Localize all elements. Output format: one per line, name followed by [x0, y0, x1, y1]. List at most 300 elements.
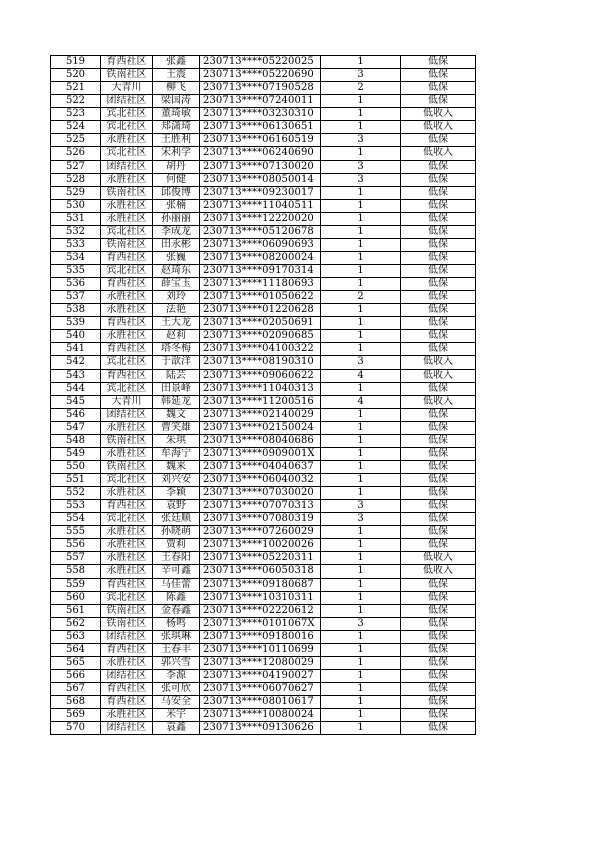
community-cell: 宾北社区: [101, 513, 153, 526]
name-cell: 张鑫: [153, 56, 200, 69]
community-cell: 永胜社区: [101, 565, 153, 578]
household-count-cell: 1: [321, 238, 401, 251]
table-row: [51, 709, 476, 722]
name-cell: 贾莉: [153, 539, 200, 552]
row-number-cell: 545: [51, 395, 101, 408]
table-row: [51, 251, 476, 264]
assistance-type-cell: 低保: [401, 330, 476, 343]
community-cell: 大青川: [101, 82, 153, 95]
id-number-cell: 230713****07130020: [200, 160, 321, 173]
table-row: [51, 696, 476, 709]
household-count-cell: 1: [321, 343, 401, 356]
assistance-type-cell: 低保: [401, 643, 476, 656]
household-count-cell: 3: [321, 160, 401, 173]
community-cell: 铁南社区: [101, 238, 153, 251]
id-number-cell: 230713****05220311: [200, 552, 321, 565]
household-count-cell: 1: [321, 108, 401, 121]
assistance-type-cell: 低保: [401, 487, 476, 500]
table-row: [51, 447, 476, 460]
id-number-cell: 230713****06160519: [200, 134, 321, 147]
id-number-cell: 230713****05120678: [200, 225, 321, 238]
name-cell: 梁国涛: [153, 95, 200, 108]
assistance-type-cell: 低保: [401, 578, 476, 591]
table-row: [51, 460, 476, 473]
table-row: [51, 552, 476, 565]
id-number-cell: 230713****02150024: [200, 421, 321, 434]
row-number-cell: 527: [51, 160, 101, 173]
row-number-cell: 551: [51, 474, 101, 487]
name-cell: 法艳: [153, 304, 200, 317]
assistance-type-cell: 低收入: [401, 108, 476, 121]
assistance-type-cell: 低收入: [401, 395, 476, 408]
id-number-cell: 230713****06050318: [200, 565, 321, 578]
row-number-cell: 564: [51, 643, 101, 656]
row-number-cell: 570: [51, 722, 101, 735]
household-count-cell: 3: [321, 617, 401, 630]
assistance-type-cell: 低保: [401, 656, 476, 669]
assistance-type-cell: 低保: [401, 421, 476, 434]
table-row: [51, 238, 476, 251]
name-cell: 刘兴安: [153, 474, 200, 487]
household-count-cell: 1: [321, 696, 401, 709]
household-count-cell: 1: [321, 421, 401, 434]
name-cell: 王震: [153, 69, 200, 82]
community-cell: 铁南社区: [101, 434, 153, 447]
household-count-cell: 1: [321, 487, 401, 500]
household-count-cell: 1: [321, 591, 401, 604]
assistance-type-cell: 低收入: [401, 121, 476, 134]
assistance-type-cell: 低保: [401, 539, 476, 552]
row-number-cell: 530: [51, 199, 101, 212]
assistance-type-cell: 低保: [401, 722, 476, 735]
id-number-cell: 230713****09180016: [200, 630, 321, 643]
community-cell: 团结社区: [101, 95, 153, 108]
name-cell: 柳飞: [153, 82, 200, 95]
household-count-cell: 1: [321, 669, 401, 682]
name-cell: 米宇: [153, 709, 200, 722]
row-number-cell: 543: [51, 369, 101, 382]
assistance-type-cell: 低保: [401, 669, 476, 682]
community-cell: 育西社区: [101, 343, 153, 356]
name-cell: 陆芸: [153, 369, 200, 382]
id-number-cell: 230713****07070313: [200, 500, 321, 513]
assistance-type-cell: 低保: [401, 278, 476, 291]
row-number-cell: 552: [51, 487, 101, 500]
name-cell: 张琪琳: [153, 630, 200, 643]
id-number-cell: 230713****10080024: [200, 709, 321, 722]
id-number-cell: 230713****02090685: [200, 330, 321, 343]
row-number-cell: 525: [51, 134, 101, 147]
id-number-cell: 230713****09170314: [200, 265, 321, 278]
assistance-type-cell: 低保: [401, 382, 476, 395]
name-cell: 赵琦东: [153, 265, 200, 278]
name-cell: 王春丰: [153, 643, 200, 656]
table-body: [51, 56, 476, 735]
id-number-cell: 230713****12220020: [200, 212, 321, 225]
household-count-cell: 3: [321, 69, 401, 82]
household-count-cell: 1: [321, 408, 401, 421]
row-number-cell: 558: [51, 565, 101, 578]
id-number-cell: 230713****08040686: [200, 434, 321, 447]
household-count-cell: 3: [321, 356, 401, 369]
name-cell: 田景峰: [153, 382, 200, 395]
community-cell: 育西社区: [101, 317, 153, 330]
assistance-type-cell: 低保: [401, 500, 476, 513]
id-number-cell: 230713****11040313: [200, 382, 321, 395]
community-cell: 铁南社区: [101, 617, 153, 630]
id-number-cell: 230713****01220628: [200, 304, 321, 317]
table-row: [51, 722, 476, 735]
row-number-cell: 540: [51, 330, 101, 343]
id-number-cell: 230713****10310311: [200, 591, 321, 604]
community-cell: 团结社区: [101, 160, 153, 173]
name-cell: 田永彬: [153, 238, 200, 251]
row-number-cell: 520: [51, 69, 101, 82]
household-count-cell: 4: [321, 369, 401, 382]
table-row: [51, 95, 476, 108]
name-cell: 辛可鑫: [153, 565, 200, 578]
table-row: [51, 683, 476, 696]
community-cell: 宾北社区: [101, 591, 153, 604]
table-row: [51, 265, 476, 278]
name-cell: 赵莉: [153, 330, 200, 343]
name-cell: 董琦敏: [153, 108, 200, 121]
community-cell: 铁南社区: [101, 460, 153, 473]
table-row: [51, 487, 476, 500]
row-number-cell: 544: [51, 382, 101, 395]
row-number-cell: 550: [51, 460, 101, 473]
household-count-cell: 1: [321, 265, 401, 278]
assistance-type-cell: 低保: [401, 696, 476, 709]
table-row: [51, 69, 476, 82]
table-row: [51, 434, 476, 447]
assistance-type-cell: 低保: [401, 513, 476, 526]
table-row: [51, 656, 476, 669]
community-cell: 永胜社区: [101, 487, 153, 500]
id-number-cell: 230713****0909001X: [200, 447, 321, 460]
table-row: [51, 395, 476, 408]
id-number-cell: 230713****07190528: [200, 82, 321, 95]
assistance-type-cell: 低保: [401, 434, 476, 447]
assistance-type-cell: 低保: [401, 69, 476, 82]
household-count-cell: 3: [321, 173, 401, 186]
id-number-cell: 230713****05220025: [200, 56, 321, 69]
table-row: [51, 500, 476, 513]
table-row: [51, 304, 476, 317]
id-number-cell: 230713****10110699: [200, 643, 321, 656]
assistance-type-cell: 低保: [401, 408, 476, 421]
name-cell: 魏文: [153, 408, 200, 421]
id-number-cell: 230713****06040032: [200, 474, 321, 487]
id-number-cell: 230713****08200024: [200, 251, 321, 264]
assistance-type-cell: 低收入: [401, 552, 476, 565]
community-cell: 永胜社区: [101, 526, 153, 539]
id-number-cell: 230713****02050691: [200, 317, 321, 330]
table-row: [51, 513, 476, 526]
id-number-cell: 230713****06090693: [200, 238, 321, 251]
name-cell: 马佳蕾: [153, 578, 200, 591]
assistance-type-cell: 低保: [401, 304, 476, 317]
household-count-cell: 1: [321, 447, 401, 460]
id-number-cell: 230713****09060622: [200, 369, 321, 382]
row-number-cell: 563: [51, 630, 101, 643]
name-cell: 宋利学: [153, 147, 200, 160]
table-row: [51, 121, 476, 134]
row-number-cell: 567: [51, 683, 101, 696]
assistance-type-cell: 低收入: [401, 565, 476, 578]
household-count-cell: 1: [321, 212, 401, 225]
row-number-cell: 546: [51, 408, 101, 421]
household-count-cell: 2: [321, 291, 401, 304]
community-cell: 团结社区: [101, 408, 153, 421]
name-cell: 张可欣: [153, 683, 200, 696]
row-number-cell: 565: [51, 656, 101, 669]
name-cell: 朱琪: [153, 434, 200, 447]
row-number-cell: 560: [51, 591, 101, 604]
community-cell: 宾北社区: [101, 121, 153, 134]
row-number-cell: 559: [51, 578, 101, 591]
household-count-cell: 1: [321, 278, 401, 291]
community-cell: 大青川: [101, 395, 153, 408]
household-count-cell: 1: [321, 95, 401, 108]
household-count-cell: 1: [321, 709, 401, 722]
assistance-type-cell: 低保: [401, 291, 476, 304]
household-count-cell: 1: [321, 317, 401, 330]
community-cell: 育西社区: [101, 683, 153, 696]
household-count-cell: 1: [321, 643, 401, 656]
table-row: [51, 186, 476, 199]
name-cell: 邱俊博: [153, 186, 200, 199]
id-number-cell: 230713****09130626: [200, 722, 321, 735]
assistance-type-cell: 低保: [401, 95, 476, 108]
assistance-type-cell: 低保: [401, 604, 476, 617]
assistance-type-cell: 低保: [401, 683, 476, 696]
table-row: [51, 604, 476, 617]
table-row: [51, 343, 476, 356]
row-number-cell: 532: [51, 225, 101, 238]
household-count-cell: 1: [321, 539, 401, 552]
table-row: [51, 565, 476, 578]
id-number-cell: 230713****08190310: [200, 356, 321, 369]
community-cell: 团结社区: [101, 669, 153, 682]
name-cell: 孙晓萌: [153, 526, 200, 539]
table-row: [51, 147, 476, 160]
row-number-cell: 519: [51, 56, 101, 69]
table-row: [51, 317, 476, 330]
community-cell: 育西社区: [101, 643, 153, 656]
household-count-cell: 1: [321, 526, 401, 539]
table-row: [51, 669, 476, 682]
household-count-cell: 1: [321, 382, 401, 395]
assistance-type-cell: 低保: [401, 225, 476, 238]
household-count-cell: 1: [321, 56, 401, 69]
row-number-cell: 537: [51, 291, 101, 304]
table-row: [51, 578, 476, 591]
community-cell: 永胜社区: [101, 134, 153, 147]
name-cell: 金春鑫: [153, 604, 200, 617]
assistance-type-cell: 低保: [401, 617, 476, 630]
table-row: [51, 291, 476, 304]
household-count-cell: 2: [321, 82, 401, 95]
name-cell: 郭兴雪: [153, 656, 200, 669]
household-count-cell: 4: [321, 395, 401, 408]
assistance-type-cell: 低收入: [401, 147, 476, 160]
assistance-type-cell: 低保: [401, 212, 476, 225]
assistance-type-cell: 低保: [401, 474, 476, 487]
household-count-cell: 3: [321, 513, 401, 526]
name-cell: 韩延龙: [153, 395, 200, 408]
row-number-cell: 522: [51, 95, 101, 108]
id-number-cell: 230713****05220690: [200, 69, 321, 82]
name-cell: 郑潇琦: [153, 121, 200, 134]
row-number-cell: 556: [51, 539, 101, 552]
community-cell: 育西社区: [101, 56, 153, 69]
community-cell: 永胜社区: [101, 173, 153, 186]
row-number-cell: 521: [51, 82, 101, 95]
name-cell: 李颖: [153, 487, 200, 500]
household-count-cell: 1: [321, 474, 401, 487]
community-cell: 育西社区: [101, 369, 153, 382]
table-row: [51, 160, 476, 173]
assistance-type-cell: 低保: [401, 186, 476, 199]
assistance-type-cell: 低收入: [401, 369, 476, 382]
community-cell: 永胜社区: [101, 304, 153, 317]
name-cell: 张楠: [153, 199, 200, 212]
name-cell: 王大龙: [153, 317, 200, 330]
table-row: [51, 108, 476, 121]
row-number-cell: 523: [51, 108, 101, 121]
name-cell: 王胜利: [153, 134, 200, 147]
row-number-cell: 555: [51, 526, 101, 539]
assistance-type-cell: 低收入: [401, 356, 476, 369]
id-number-cell: 230713****04100322: [200, 343, 321, 356]
assistance-type-cell: 低保: [401, 199, 476, 212]
household-count-cell: 1: [321, 656, 401, 669]
community-cell: 育西社区: [101, 696, 153, 709]
name-cell: 王春阳: [153, 552, 200, 565]
row-number-cell: 524: [51, 121, 101, 134]
assistance-type-cell: 低保: [401, 173, 476, 186]
row-number-cell: 561: [51, 604, 101, 617]
row-number-cell: 534: [51, 251, 101, 264]
community-cell: 永胜社区: [101, 447, 153, 460]
table-row: [51, 643, 476, 656]
household-count-cell: 1: [321, 552, 401, 565]
table-row: [51, 421, 476, 434]
id-number-cell: 230713****07080319: [200, 513, 321, 526]
community-cell: 宾北社区: [101, 265, 153, 278]
community-cell: 永胜社区: [101, 421, 153, 434]
id-number-cell: 230713****04040637: [200, 460, 321, 473]
household-count-cell: 1: [321, 604, 401, 617]
row-number-cell: 539: [51, 317, 101, 330]
row-number-cell: 557: [51, 552, 101, 565]
community-cell: 宾北社区: [101, 474, 153, 487]
name-cell: 杨鸣: [153, 617, 200, 630]
row-number-cell: 554: [51, 513, 101, 526]
row-number-cell: 547: [51, 421, 101, 434]
name-cell: 刘玲: [153, 291, 200, 304]
name-cell: 曹笑雄: [153, 421, 200, 434]
table-row: [51, 630, 476, 643]
assistance-type-cell: 低保: [401, 317, 476, 330]
id-number-cell: 230713****11200516: [200, 395, 321, 408]
community-cell: 育西社区: [101, 278, 153, 291]
community-cell: 育西社区: [101, 500, 153, 513]
name-cell: 薛宝玉: [153, 278, 200, 291]
table-row: [51, 408, 476, 421]
row-number-cell: 538: [51, 304, 101, 317]
household-count-cell: 1: [321, 199, 401, 212]
row-number-cell: 528: [51, 173, 101, 186]
assistance-type-cell: 低保: [401, 630, 476, 643]
assistance-type-cell: 低保: [401, 447, 476, 460]
id-number-cell: 230713****0101067X: [200, 617, 321, 630]
household-count-cell: 1: [321, 225, 401, 238]
table-row: [51, 474, 476, 487]
household-count-cell: 1: [321, 630, 401, 643]
name-cell: 张廷顺: [153, 513, 200, 526]
name-cell: 陈鑫: [153, 591, 200, 604]
household-count-cell: 1: [321, 304, 401, 317]
table-row: [51, 82, 476, 95]
household-count-cell: 1: [321, 251, 401, 264]
community-cell: 育西社区: [101, 578, 153, 591]
household-count-cell: 1: [321, 722, 401, 735]
id-number-cell: 230713****11040511: [200, 199, 321, 212]
assistance-type-cell: 低保: [401, 709, 476, 722]
row-number-cell: 536: [51, 278, 101, 291]
name-cell: 袁野: [153, 500, 200, 513]
community-cell: 永胜社区: [101, 291, 153, 304]
table-row: [51, 134, 476, 147]
household-count-cell: 3: [321, 134, 401, 147]
name-cell: 张巍: [153, 251, 200, 264]
id-number-cell: 230713****08010617: [200, 696, 321, 709]
community-cell: 团结社区: [101, 630, 153, 643]
table-row: [51, 199, 476, 212]
table-row: [51, 369, 476, 382]
table-row: [51, 278, 476, 291]
table-row: [51, 382, 476, 395]
household-count-cell: 1: [321, 121, 401, 134]
household-count-cell: 1: [321, 565, 401, 578]
table-row: [51, 539, 476, 552]
id-number-cell: 230713****08050014: [200, 173, 321, 186]
row-number-cell: 549: [51, 447, 101, 460]
assistance-type-cell: 低保: [401, 343, 476, 356]
row-number-cell: 541: [51, 343, 101, 356]
community-cell: 宾北社区: [101, 356, 153, 369]
id-number-cell: 230713****10020026: [200, 539, 321, 552]
row-number-cell: 553: [51, 500, 101, 513]
community-cell: 宾北社区: [101, 382, 153, 395]
row-number-cell: 526: [51, 147, 101, 160]
row-number-cell: 529: [51, 186, 101, 199]
name-cell: 胡丹: [153, 160, 200, 173]
row-number-cell: 566: [51, 669, 101, 682]
row-number-cell: 535: [51, 265, 101, 278]
id-number-cell: 230713****07260029: [200, 526, 321, 539]
household-count-cell: 1: [321, 683, 401, 696]
assistance-type-cell: 低保: [401, 160, 476, 173]
id-number-cell: 230713****07240011: [200, 95, 321, 108]
assistance-type-cell: 低保: [401, 238, 476, 251]
id-number-cell: 230713****06240690: [200, 147, 321, 160]
name-cell: 何健: [153, 173, 200, 186]
id-number-cell: 230713****09180687: [200, 578, 321, 591]
community-cell: 永胜社区: [101, 539, 153, 552]
